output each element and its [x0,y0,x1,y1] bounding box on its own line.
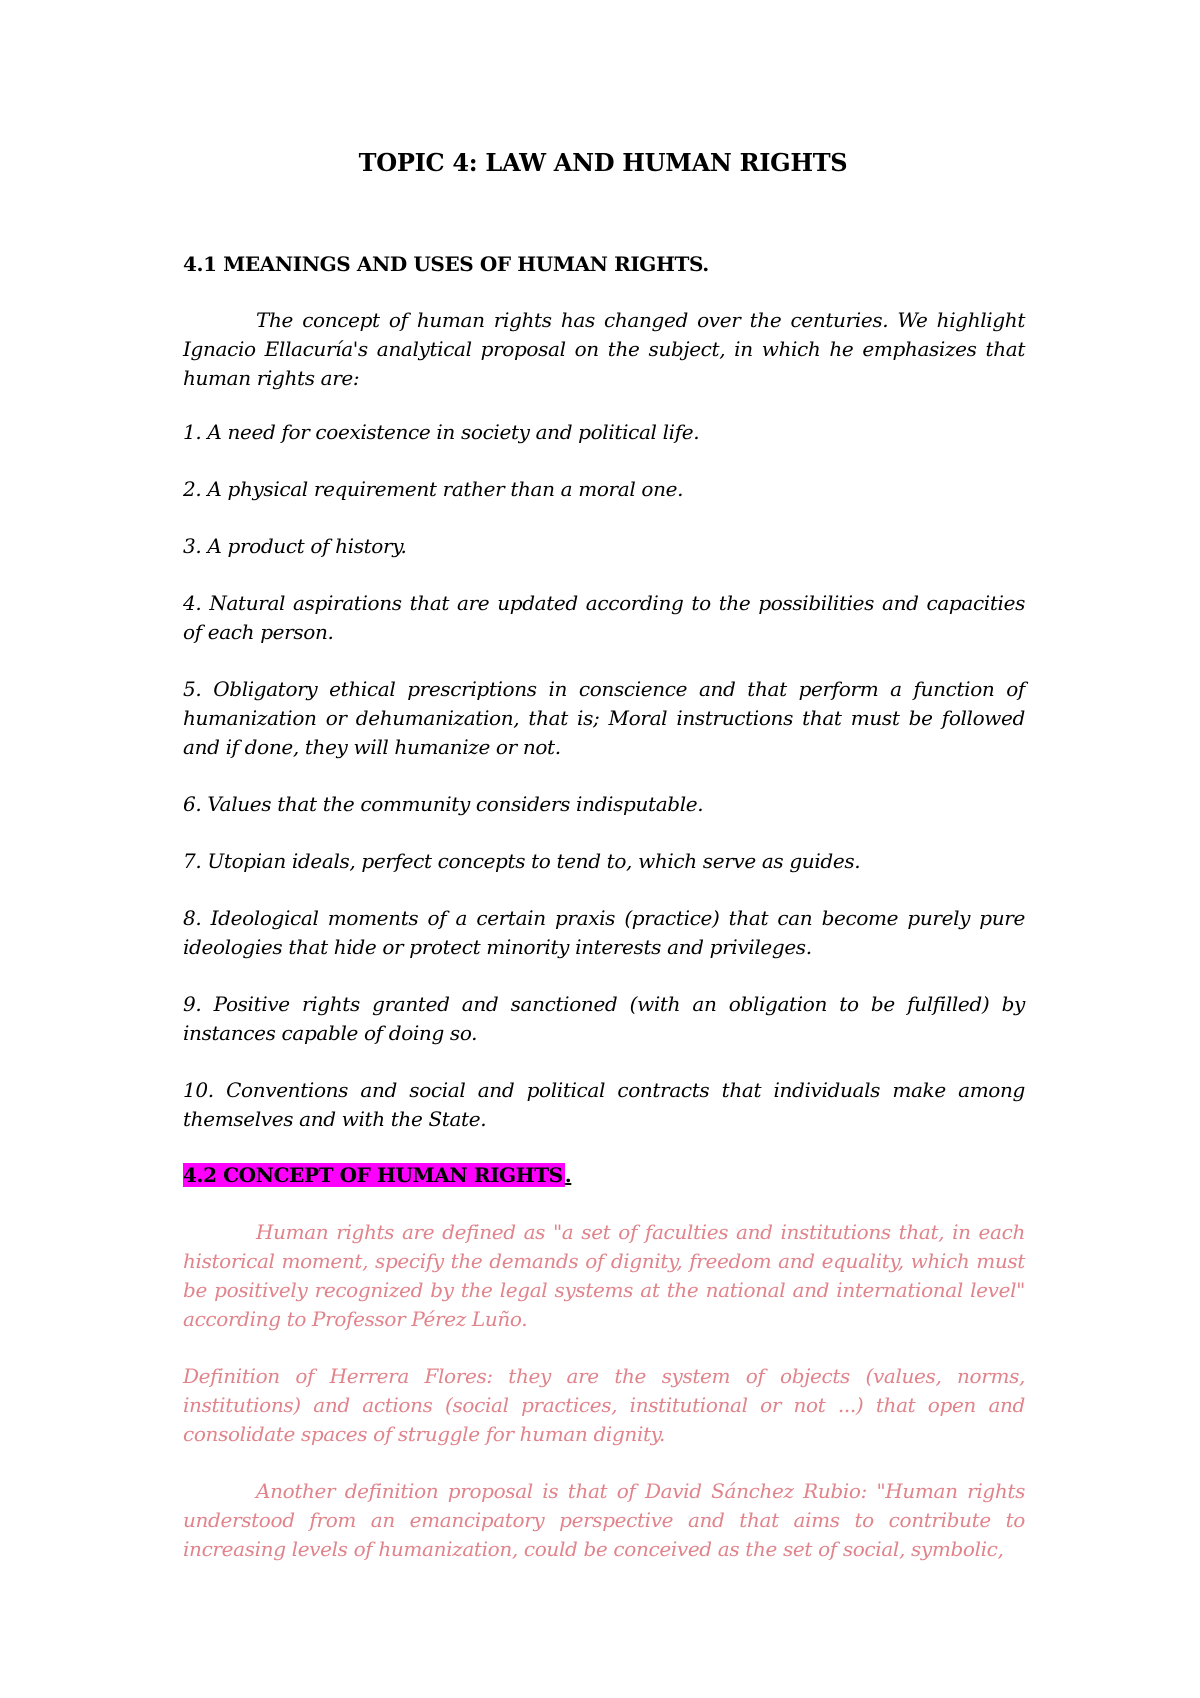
heading-suffix: . [564,1163,572,1187]
list-item: 5. Obligatory ethical prescriptions in conscience and that perform a function of humanization or dehumanization, that is; Moral instructions that must be followed and if done, they will humanize or not. [183,677,1025,759]
definition-paragraph: Definition of Herrera Flores: they are the system of objects (values, norms, institutions) and actions (social practices, institutional or not ...) that open and consolidate spaces of struggle for human dignity. [183,1364,1025,1446]
list-item: 10. Conventions and social and political contracts that individuals make among themselves and with the State. [183,1078,1025,1131]
page-title: TOPIC 4: LAW AND HUMAN RIGHTS [358,148,848,177]
list-item: 7. Utopian ideals, perfect concepts to tend to, which serve as guides. [183,849,861,873]
list-item: 9. Positive rights granted and sanctioned (with an obligation to be fulfilled) by instances capable of doing so. [183,992,1025,1045]
list-item: 2. A physical requirement rather than a moral one. [183,477,684,501]
section-heading-4-2 [183,1161,571,1189]
list-item: 1. A need for coexistence in society and political life. [183,420,700,444]
highlighted-heading-text: 4.2 CONCEPT OF HUMAN RIGHTS [183,1163,563,1187]
intro-paragraph: The concept of human rights has changed over the centuries. We highlight Ignacio Ellacuría's analytical proposal on the subject, in which he emphasizes that human rights are: [183,308,1025,390]
list-item: 3. A product of history. [183,534,407,558]
document-page [183,0,1023,1698]
definition-paragraph: Another definition proposal is that of David Sánchez Rubio: "Human rights understood from an emancipatory perspective and that aims to contribute to increasing levels of humanization, could be conceived as the set of social, symbolic, [183,1479,1025,1561]
definition-paragraph: Human rights are defined as "a set of faculties and institutions that, in each historical moment, specify the demands of dignity, freedom and equality, which must be positively recognized by the legal systems at the national and international level" according to Professor Pérez Luño. [183,1220,1025,1331]
list-item: 6. Values that the community considers indisputable. [183,792,704,816]
list-item: 8. Ideological moments of a certain praxis (practice) that can become purely pure ideologies that hide or protect minority interests and privileges. [183,906,1025,959]
list-item: 4. Natural aspirations that are updated according to the possibilities and capacities of each person. [183,591,1025,644]
section-heading-4-1: 4.1 MEANINGS AND USES OF HUMAN RIGHTS. [183,252,709,276]
